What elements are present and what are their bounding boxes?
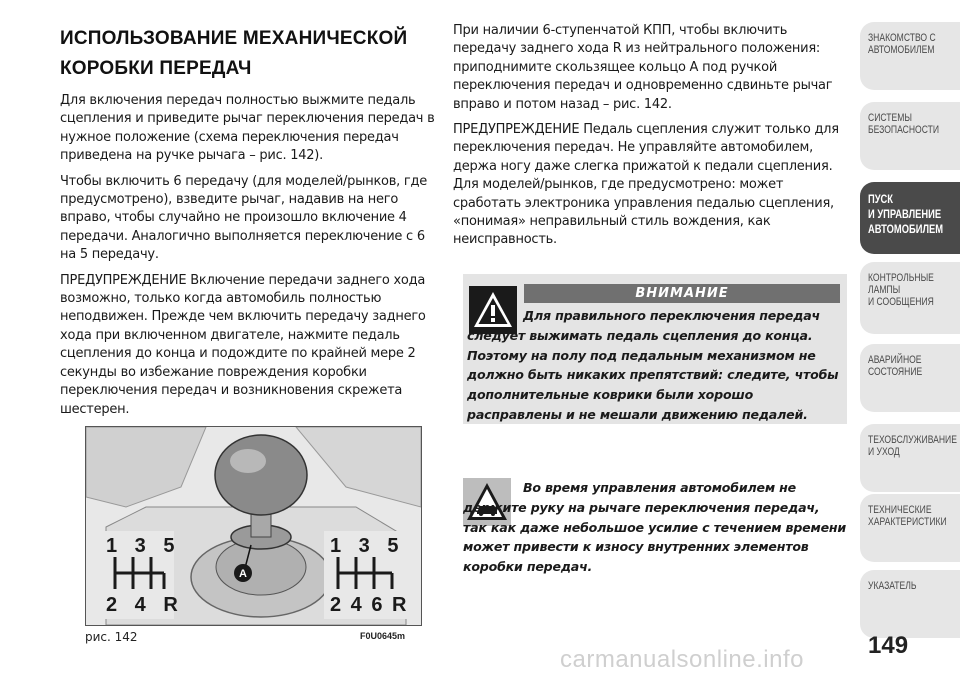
warning-text-body: Для правильного переключения передач следует выжимать педаль сцепления до конца. Поэтому на полу под педальным механизмом не должно быть никаких препятствий: следите, чтобы дополнительные коврики были хорошо расправлены и не мешали движению педалей. [467, 308, 839, 422]
pattern-5-bottom: 2 4 R [106, 594, 184, 616]
figure-caption: рис. 142 [85, 630, 138, 644]
caution-note-text [463, 478, 847, 577]
gear-lever-figure [85, 426, 422, 626]
nav-item-label: ПУСК И УПРАВЛЕНИЕ АВТОМОБИЛЕМ [868, 192, 944, 236]
ring-label: A [239, 568, 247, 580]
watermark: carmanualsonline.info [560, 646, 804, 673]
nav-item-starting-driving[interactable] [860, 182, 960, 254]
pattern-6-top: 1 3 5 [330, 535, 405, 557]
page-title-line-2: КОРОБКИ ПЕРЕДАЧ [60, 58, 252, 79]
warning-box [463, 274, 847, 424]
shift-pattern-6-speed [324, 531, 410, 619]
paragraph-sixth-gear: Чтобы включить 6 передачу (для моделей/рынков, где предусмотрено), взведите рычаг, надавив на него вправо, чтобы случайно не произошло включение 4 передачи. Аналогично выполняется переключение с 6 на 5 передачу. [60, 173, 427, 263]
warning-title: ВНИМАНИЕ [524, 284, 840, 303]
shift-pattern-5-speed [104, 531, 184, 619]
figure-code: F0U0645m [360, 631, 406, 641]
nav-item-label: ТЕХОБСЛУЖИВАНИЕ И УХОД [868, 434, 957, 458]
nav-item-label: ТЕХНИЧЕСКИЕ ХАРАКТЕРИСТИКИ [868, 504, 947, 528]
nav-item-specifications[interactable] [860, 494, 960, 562]
nav-item-emergency[interactable] [860, 344, 960, 412]
nav-item-safety[interactable] [860, 102, 960, 170]
page-title-line-1: ИСПОЛЬЗОВАНИЕ МЕХАНИЧЕСКОЙ [60, 28, 408, 49]
nav-item-label: КОНТРОЛЬНЫЕ ЛАМПЫ И СООБЩЕНИЯ [868, 272, 934, 308]
gear-lever-illustration [86, 427, 421, 625]
paragraph-reverse-six-speed: При наличии 6-ступенчатой КПП, чтобы включить передачу заднего хода R из нейтрального положения: приподнимите скользящее кольцо A под ручкой переключения передач и одновременно сдвиньте рычаг вправо и потом назад – рис. 142. [453, 23, 833, 112]
nav-item-maintenance[interactable] [860, 424, 960, 492]
page-number: 149 [868, 632, 909, 659]
paragraph-clutch-warning: ПРЕДУПРЕЖДЕНИЕ Педаль сцепления служит только для переключения передач. Не управляйте автомобилем, держа ногу даже слегка прижатой к педали сцепления. Для моделей/рынков, где предусмотрено: может сработать электроника управления педалью сцепления, «понимая» неправильный стиль вождения, как неисправность. [453, 122, 839, 248]
left-column [60, 92, 440, 426]
nav-item-intro[interactable] [860, 22, 960, 90]
nav-item-label: ЗНАКОМСТВО С АВТОМОБИЛЕМ [868, 32, 936, 56]
paragraph-gear-engagement: Для включения передач полностью выжмите педаль сцепления и приведите рычаг переключения передач в нужное положение (схема переключения передач приведена на ручке рычага – рис. 142). [60, 93, 435, 164]
right-column [453, 22, 848, 257]
nav-item-warning-lights[interactable] [860, 262, 960, 334]
nav-item-index[interactable] [860, 570, 960, 638]
nav-item-label: УКАЗАТЕЛЬ [868, 580, 917, 592]
caution-note [463, 466, 847, 575]
paragraph-reverse-warning: ПРЕДУПРЕЖДЕНИЕ Включение передачи заднего хода возможно, только когда автомобиль полностью неподвижен. Прежде чем включить передачу заднего хода при включенном двигателе, нажмите педаль сцепления до конца и подождите по крайней мере 2 секунды во избежание повреждения коробки переключения передач и возникновения скрежета шестерен. [60, 272, 426, 417]
page-title [60, 24, 440, 84]
nav-item-label: СИСТЕМЫ БЕЗОПАСНОСТИ [868, 112, 940, 136]
caution-note-body: Во время управления автомобилем не держите руку на рычаге переключения передач, так как даже небольшое усилие с течением времени может привести к износу внутренних элементов коробки передач. [463, 480, 847, 575]
pattern-5-top: 1 3 5 [106, 535, 181, 557]
warning-text [467, 306, 843, 425]
nav-item-label: АВАРИЙНОЕ СОСТОЯНИЕ [868, 354, 923, 378]
pattern-6-bottom: 2 4 6 R [330, 594, 409, 616]
